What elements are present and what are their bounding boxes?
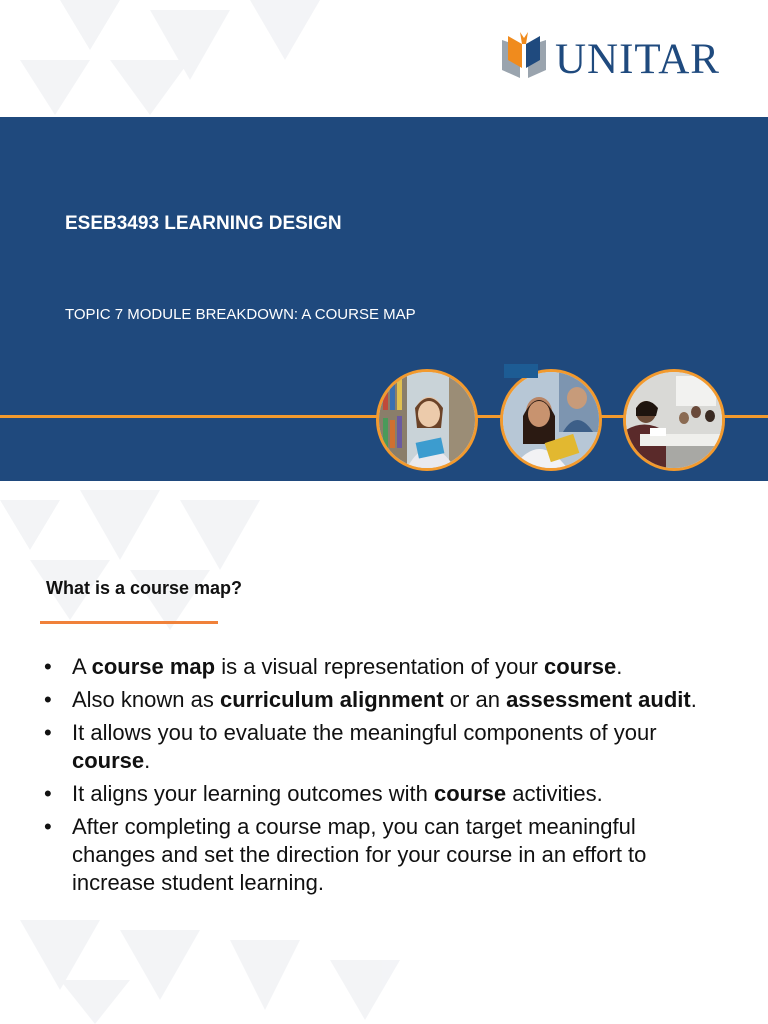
brand-name: UNITAR [555, 36, 720, 83]
bullet-bold-text: curriculum alignment [219, 687, 444, 712]
bullet-text: or an [443, 687, 507, 712]
title-banner [0, 117, 768, 481]
unitar-logo [498, 30, 738, 82]
bullet-text: activities. [506, 781, 603, 806]
bullet-text: . [690, 687, 697, 712]
bullet-item [44, 686, 704, 714]
bullet-bold-text: course [433, 781, 507, 806]
bullet-bold-text: course [72, 748, 145, 773]
bullet-text: After completing a course map, you can target meaningful changes and set the direction for your course in an effort to increase student learning. [72, 814, 647, 895]
bullet-item [44, 719, 704, 775]
slide-content [0, 481, 768, 1024]
topic-title: TOPIC 7 MODULE BREAKDOWN: A COURSE MAP [65, 306, 416, 323]
bullet-bold-text: assessment audit [506, 687, 691, 712]
bullet-bold-text: course [544, 654, 617, 679]
course-title: ESEB3493 LEARNING DESIGN [65, 213, 342, 234]
bullet-item [44, 653, 704, 681]
bullet-text: is a visual representation of your [215, 654, 545, 679]
section-heading: What is a course map? [46, 578, 243, 598]
bullet-text: A [72, 654, 92, 679]
heading-underline [40, 621, 218, 624]
bullet-text: . [616, 654, 623, 679]
decorative-badge [504, 364, 538, 378]
student-library-photo [376, 369, 478, 471]
bullet-item [44, 780, 704, 808]
bullet-text: It aligns your learning outcomes with [72, 781, 434, 806]
bullet-bold-text: course map [91, 654, 216, 679]
classroom-exam-photo [623, 369, 725, 471]
book-emblem-icon [498, 30, 550, 82]
student-tablet-photo [500, 369, 602, 471]
bullet-text: Also known as [72, 687, 220, 712]
bullet-item [44, 813, 704, 897]
bullet-text: . [144, 748, 151, 773]
bullet-text: It allows you to evaluate the meaningful components of your [72, 720, 657, 745]
bullet-list [44, 653, 704, 902]
